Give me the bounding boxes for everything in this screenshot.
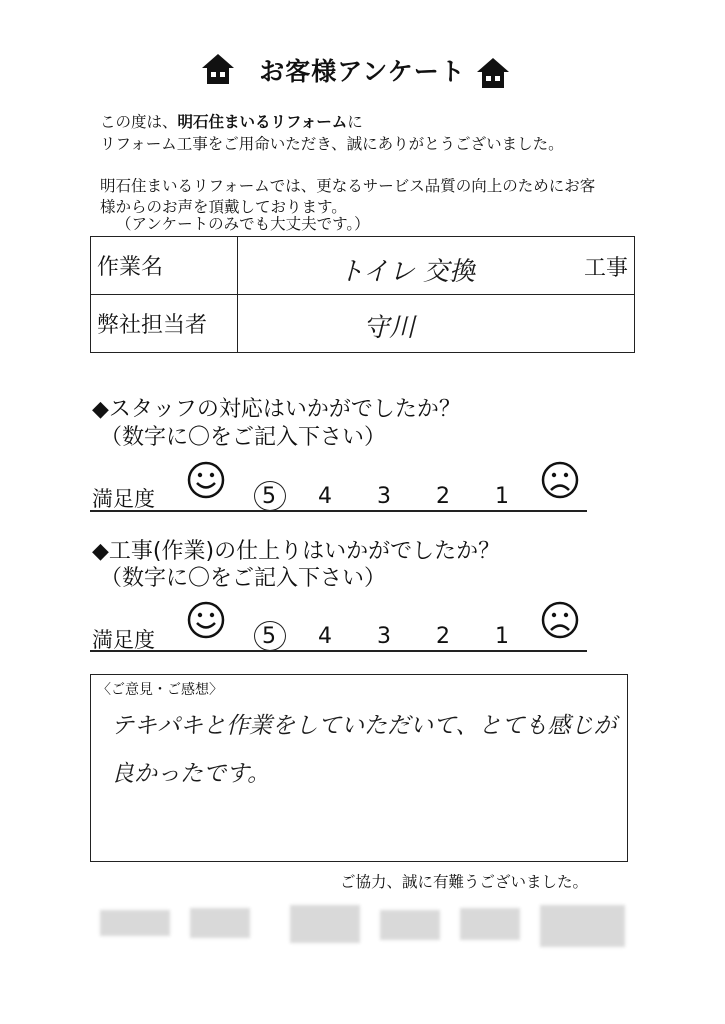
- rating-option-1[interactable]: 1: [495, 484, 509, 509]
- rating-option-4[interactable]: 4: [318, 624, 332, 649]
- comments-box[interactable]: [90, 674, 628, 862]
- rating-option-3[interactable]: 3: [377, 484, 391, 509]
- frowning-face-icon: [540, 460, 580, 500]
- staff-label: 弊社担当者: [91, 295, 238, 353]
- question-1-instruction: （数字に〇をご記入下さい）: [100, 425, 387, 450]
- work-name-cell: [238, 237, 635, 295]
- house-icon: [475, 56, 511, 90]
- rating-option-5[interactable]: 5: [262, 624, 276, 649]
- work-name-row: [91, 237, 635, 295]
- work-suffix: 工事: [583, 256, 628, 281]
- intro-line-3: 明石住まいるリフォームでは、更なるサービス品質の向上のためにお客: [100, 177, 596, 195]
- redacted-block: [100, 910, 170, 936]
- frowning-face-icon: [540, 600, 580, 640]
- question-2-instruction: （数字に〇をご記入下さい）: [100, 566, 387, 591]
- comment-line-1: テキパキと作業をしていただいて、とても感じが: [111, 713, 617, 739]
- rating-option-4[interactable]: 4: [318, 484, 332, 509]
- intro-line-5: （アンケートのみでも大丈夫です。）: [116, 215, 370, 233]
- intro-line-2: リフォーム工事をご用命いただき、誠にありがとうございました。: [100, 135, 564, 153]
- redacted-block: [540, 905, 625, 947]
- work-info-table: [90, 236, 635, 353]
- divider: [90, 650, 587, 652]
- redacted-block: [190, 908, 250, 938]
- rating-option-3[interactable]: 3: [377, 624, 391, 649]
- redacted-block: [290, 905, 360, 943]
- satisfaction-label: 満足度: [92, 628, 155, 652]
- smiley-face-icon: [186, 460, 226, 500]
- comment-line-2: 良かったです。: [111, 761, 271, 787]
- rating-option-5[interactable]: 5: [262, 484, 276, 509]
- rating-option-2[interactable]: 2: [436, 484, 450, 509]
- smiley-face-icon: [186, 600, 226, 640]
- page-title: お客様アンケート: [259, 57, 466, 86]
- satisfaction-label: 満足度: [92, 487, 155, 511]
- staff-value: 守川: [363, 313, 416, 343]
- divider: [90, 510, 587, 512]
- rating-option-1[interactable]: 1: [495, 624, 509, 649]
- work-name-label: 作業名: [91, 237, 238, 295]
- question-1: ◆スタッフの対応はいかがでしたか？: [92, 397, 461, 422]
- intro-line-4: 様からのお声を頂戴しております。: [100, 198, 347, 216]
- intro-line-1: [100, 111, 363, 133]
- staff-cell: [238, 295, 635, 353]
- intro-text: に: [347, 113, 363, 131]
- redacted-block: [460, 908, 520, 940]
- comments-label: 〈ご意見・ご感想〉: [97, 682, 223, 698]
- question-2: ◆工事(作業)の仕上りはいかがでしたか？: [92, 539, 501, 564]
- closing-message: ご協力、誠に有難うございました。: [340, 873, 589, 891]
- rating-option-2[interactable]: 2: [436, 624, 450, 649]
- intro-text: この度は、: [100, 113, 178, 131]
- work-name-value: トイレ 交換: [338, 257, 475, 287]
- redacted-block: [380, 910, 440, 940]
- company-name: 明石住まいるリフォーム: [177, 113, 348, 131]
- staff-row: [91, 295, 635, 353]
